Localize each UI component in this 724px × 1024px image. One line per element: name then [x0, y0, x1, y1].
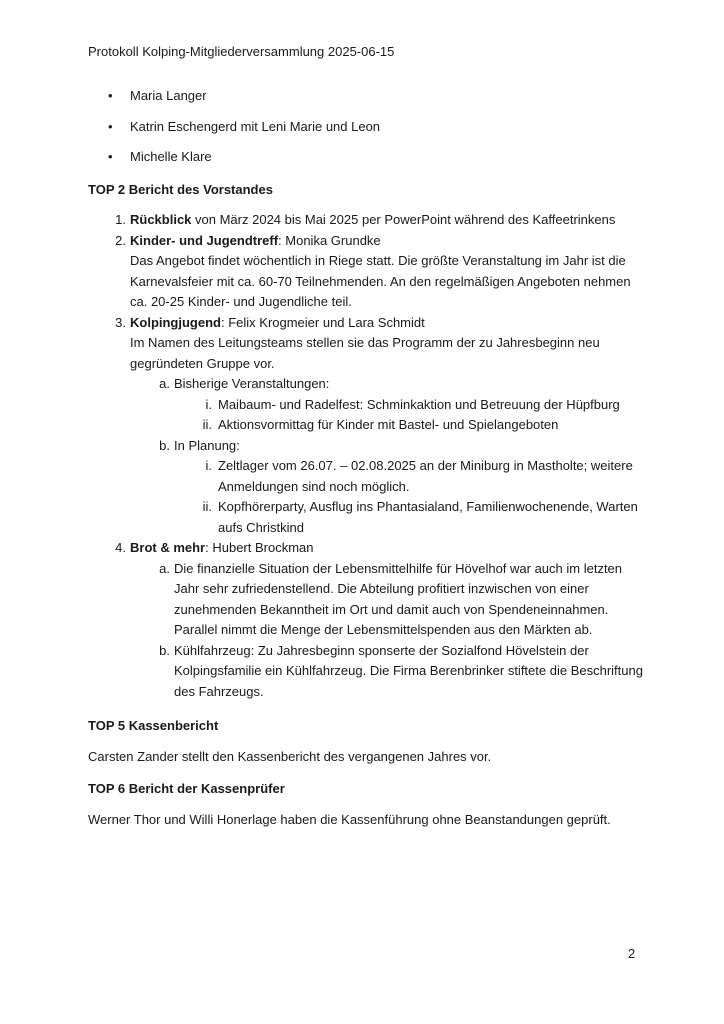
document-header: Protokoll Kolping-Mitgliederversammlung 2025-06-15	[88, 44, 395, 59]
list-item: • Katrin Eschengerd mit Leni Marie und Leon	[108, 118, 381, 134]
top2-item-4: 4. Brot & mehr: Hubert Brockman	[115, 540, 314, 555]
top2-item-4b: b. Kühlfahrzeug: Zu Jahresbeginn sponserte der Sozialfond Hövelstein der Kolpingsfamilie ein Kühlfahrzeug. Die Firma Berenbrinker stiftete die Beschriftung des Fahrzeugs.	[159, 642, 643, 699]
top2-item-1: 1. Rückblick von März 2024 bis Mai 2025 per PowerPoint während des Kaffeetrinkens	[115, 212, 616, 227]
section-heading-top2: TOP 2 Bericht des Vorstandes	[88, 181, 273, 197]
top2-item-3a-i: i. Maibaum- und Radelfest: Schminkaktion und Betreuung der Hüpfburg	[205, 396, 620, 412]
section-heading-top5: TOP 5 Kassenbericht	[88, 718, 219, 733]
top2-item-3a: a. Bisherige Veranstaltungen:	[159, 376, 330, 391]
top2-list	[88, 210, 648, 702]
list-item: • Michelle Klare	[108, 149, 212, 164]
top2-item-2: 2. Kinder- und Jugendtreff: Monika Grundke Das Angebot findet wöchentlich in Riege statt. Die größte Veranstaltung im Jahr ist die Karnevalsfeier mit ca. 60-70 Teilnehmenden. An den regelmäßigen Angeboten nehmen ca. 20-25 Kinder- und Jugendliche teil.	[88, 231, 648, 313]
top2-item-3b: b. In Planung:	[159, 437, 240, 453]
top2-item-3b-ii: ii. Kopfhörerparty, Ausflug ins Phantasialand, Familienwochenende, Warten aufs Christkind	[202, 499, 638, 535]
page-number: 2	[628, 946, 636, 961]
top2-item-3: 3. Kolpingjugend: Felix Krogmeier und Lara Schmidt Im Namen des Leitungsteams stellen sie das Programm der zu Jahresbeginn neu gegründeten Gruppe vor.	[88, 313, 648, 375]
top2-item-3b-i: i. Zeltlager vom 26.07. – 02.08.2025 an der Miniburg in Mastholte; weitere Anmeldungen sind noch möglich.	[205, 458, 633, 494]
document-body	[88, 86, 648, 840]
item-body: Das Angebot findet wöchentlich in Riege statt. Die größte Veranstaltung im Jahr ist die Karnevalsfeier mit ca. 60-70 Teilnehmenden. An den regelmäßigen Angeboten nehmen ca. 20-25 Kinder- und Jugendliche teil.	[130, 253, 631, 309]
item-body: Im Namen des Leitungsteams stellen sie das Programm der zu Jahresbeginn neu gegründeten Gruppe vor.	[130, 335, 600, 371]
attendee-list	[88, 86, 648, 168]
top2-item-4a: a. Die finanzielle Situation der Lebensmittelhilfe für Hövelhof war auch im letzten Jahr sehr zufriedenstellend. Die Abteilung profitiert inzwischen von einer zunehmenden Bekanntheit im Ort und damit auch von Spendeneinnahmen. Parallel nimmt die Menge der Lebensmittelspenden aus den Märkten ab.	[159, 560, 623, 637]
list-item: • Maria Langer	[108, 88, 207, 103]
top5-text: Carsten Zander stellt den Kassenbericht des vergangenen Jahres vor.	[88, 748, 492, 764]
top6-text: Werner Thor und Willi Honerlage haben die Kassenführung ohne Beanstandungen geprüft.	[88, 811, 611, 827]
section-heading-top6: TOP 6 Bericht der Kassenprüfer	[88, 781, 285, 796]
top2-item-3a-ii: ii. Aktionsvormittag für Kinder mit Bastel- und Spielangeboten	[202, 417, 559, 432]
